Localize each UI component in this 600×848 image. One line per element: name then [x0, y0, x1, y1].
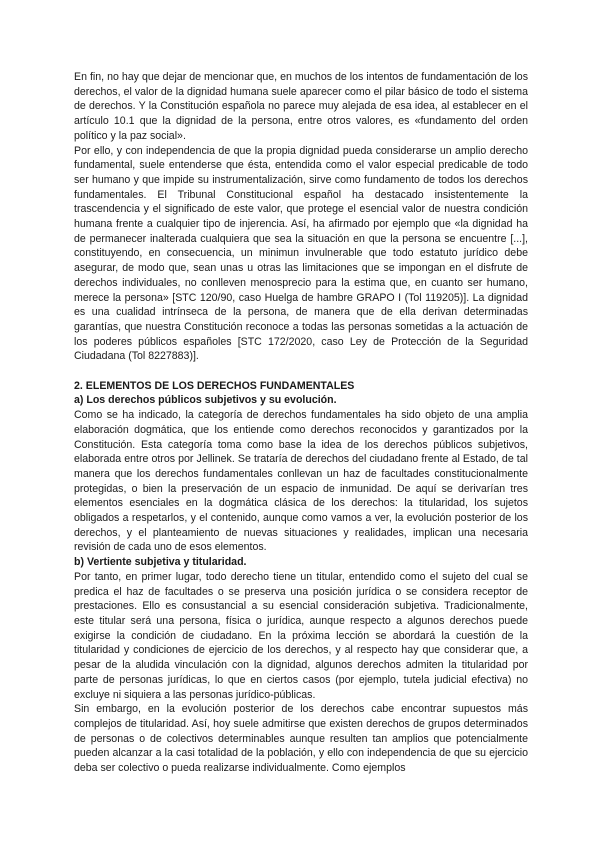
section-heading: 2. ELEMENTOS DE LOS DERECHOS FUNDAMENTALES	[74, 379, 355, 392]
paragraph-dignity-intro: En fin, no hay que dejar de mencionar que, en muchos de los intentos de fundamentación de los derechos, el valor de la dignidad humana suele aparecer como el pilar básico de todo el sistema de derechos. Y la Constitución española no parece muy alejada de esa idea, al establecer en el artículo 10.1 que la dignidad de la persona, entre otros valores, es «fundamento del orden político y la paz social».	[74, 71, 528, 142]
subsection-b-heading: b) Vertiente subjetiva y titularidad.	[74, 556, 247, 569]
document-page	[74, 70, 528, 776]
paragraph-dignity-tc: Por ello, y con independencia de que la propia dignidad pueda considerarse un amplio derecho fundamental, suele entenderse que ésta, entendida como el valor especial predicable de todo ser humano y que impide su instrumentalización, sirve como fundamento de todos los derechos fundamentales. El Tribunal Constitucional español ha destacado insistentemente la trascendencia y el significado de este valor, que protege el esencial valor de nuestra condición humana frente a cualquier tipo de injerencia. Así, ha afirmado por ejemplo que «la dignidad ha de permanecer inalterada cualquiera que sea la situación en que la persona se encuentre [...], constituyendo, en consecuencia, un minimun invulnerable que todo estatuto jurídico debe asegurar, de modo que, sean unas u otras las limitaciones que se impongan en el disfrute de derechos individuales, no conlleven menosprecio para la estima que, en cuanto ser humano, merece la persona» [STC 120/90, caso Huelga de hambre GRAPO I (Tol 119205)]. La dignidad es una cualidad intrínseca de la persona, de manera que de ella derivan determinadas garantías, que nuestra Constitución reconoce a todas las personas sometidas a la actuación de los poderes públicos españoles [STC 172/2020, caso Ley de Protección de la Seguridad Ciudadana (Tol 8227883)].	[74, 144, 528, 363]
paragraph-group-rights: Sin embargo, en la evolución posterior de los derechos cabe encontrar supuestos más complejos de titularidad. Así, hoy suele admitirse que existen derechos de grupos determinados de personas o de colectivos determinables aunque resulten tan amplios que potencialmente pueden alcanzar a la casi totalidad de la población, y ello con independencia de que su ejercicio deba ser colectivo o pueda realizarse individualmente. Como ejemplos	[74, 703, 528, 775]
paragraph-public-subjective-rights: Como se ha indicado, la categoría de derechos fundamentales ha sido objeto de una amplia elaboración dogmática, que los entiende como derechos reconocidos y garantizados por la Constitución. Esta categoría toma como base la idea de los derechos públicos subjetivos, elaborada entre otros por Jellinek. Se trataría de derechos del ciudadano frente al Estado, de tal manera que los derechos fundamentales conllevan un haz de facultades constitucionalmente protegidas, o bien la preservación de un espacio de inmunidad. De aquí se derivarían tres elementos esenciales en la dogmática clásica de los derechos: la titularidad, los sujetos obligados a respetarlos, y el contenido, aunque como vamos a ver, la evolución posterior de los derechos, y el planteamiento de nuevas situaciones y realidades, implican una necesaria revisión de cada uno de esos elementos.	[74, 409, 528, 554]
section-spacer	[74, 364, 528, 379]
paragraph-titularity: Por tanto, en primer lugar, todo derecho tiene un titular, entendido como el sujeto del cual se predica el haz de facultades o se preserva una posición jurídica o se considera receptor de prestaciones. Ello es consustancial a su esencial consideración subjetiva. Tradicionalmente, este titular será una persona, física o jurídica, aunque respecto a algunos derechos puede exigirse la condición de ciudadano. En la próxima lección se abordará la cuestión de la titularidad y condiciones de ejercicio de los derechos, y al respecto hay que considerar que, a pesar de la aludida vinculación con la dignidad, algunos derechos admiten la titularidad por parte de personas jurídicas, lo que en ciertos casos (por ejemplo, tutela judicial efectiva) no excluye ni siquiera a las personas jurídico-públicas.	[74, 570, 528, 701]
subsection-a-heading: a) Los derechos públicos subjetivos y su evolución.	[74, 394, 337, 407]
